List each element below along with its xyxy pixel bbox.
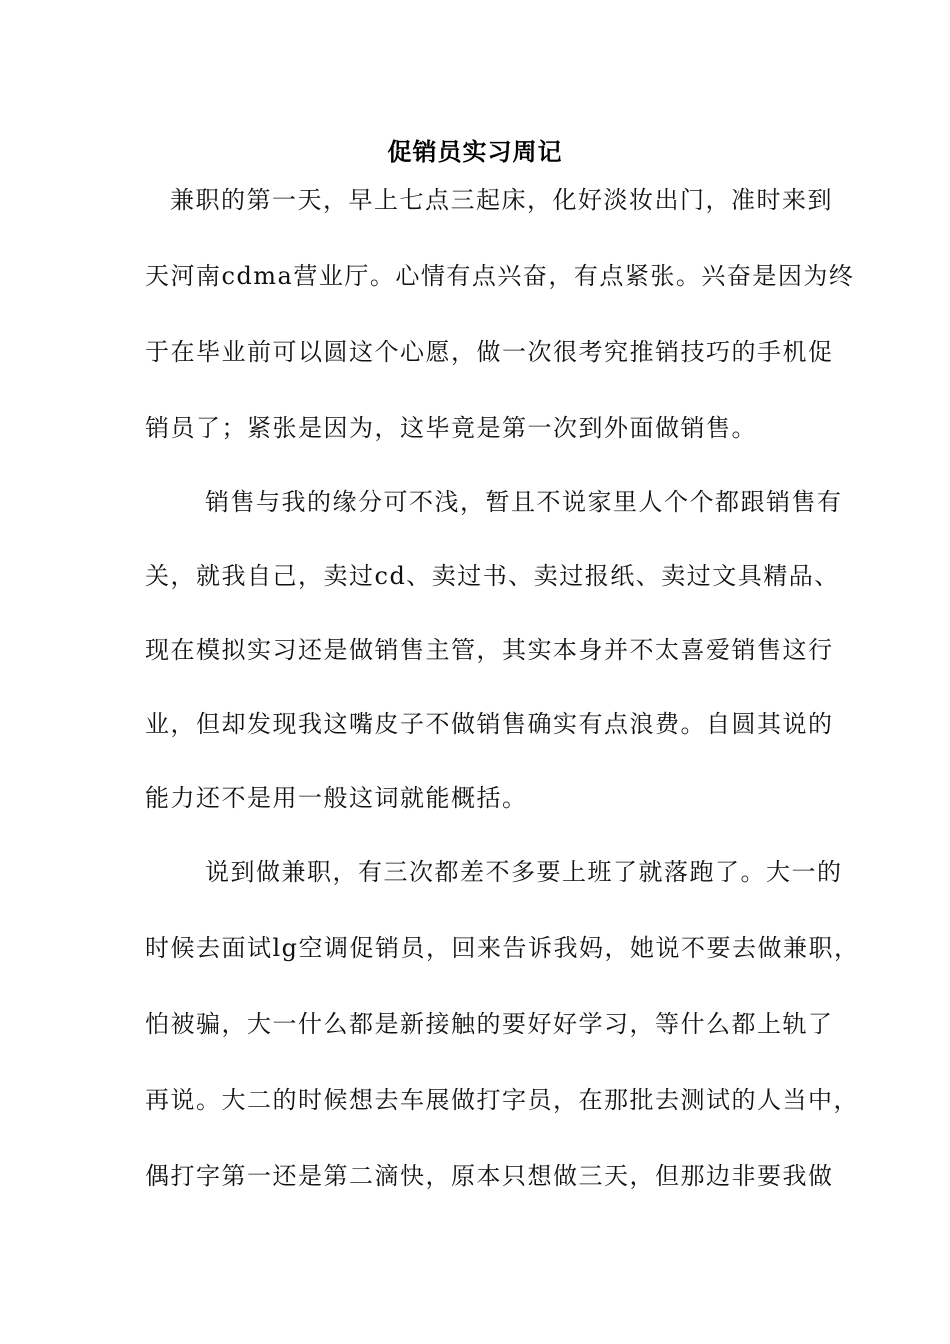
paragraph-line: 销员了；紧张是因为，这毕竟是第一次到外面做销售。 xyxy=(145,414,757,442)
paragraph-line: 业，但却发现我这嘴皮子不做销售确实有点浪费。自圆其说的 xyxy=(145,710,834,738)
paragraph-line: 现在模拟实习还是做销售主管，其实本身并不太喜爱销售这行 xyxy=(145,636,834,664)
paragraph-line: 关，就我自己，卖过cd、卖过书、卖过报纸、卖过文具精品、 xyxy=(145,562,840,590)
paragraph-line: 说到做兼职，有三次都差不多要上班了就落跑了。大一的 xyxy=(205,858,843,886)
paragraph-line: 天河南cdma营业厅。心情有点兴奋，有点紧张。兴奋是因为终 xyxy=(145,262,855,290)
paragraph-line: 时候去面试lg空调促销员，回来告诉我妈，她说不要去做兼职， xyxy=(145,934,860,962)
paragraph-line: 销售与我的缘分可不浅，暂且不说家里人个个都跟销售有 xyxy=(205,488,843,516)
paragraph-line: 怕被骗，大一什么都是新接触的要好好学习，等什么都上轨了 xyxy=(145,1010,834,1038)
paragraph-line: 兼职的第一天，早上七点三起床，化好淡妆出门，准时来到 xyxy=(170,186,833,214)
document-title: 促销员实习周记 xyxy=(387,137,563,166)
paragraph-line: 于在毕业前可以圆这个心愿，做一次很考究推销技巧的手机促 xyxy=(145,338,834,366)
paragraph-line: 再说。大二的时候想去车展做打字员，在那批去测试的人当中， xyxy=(145,1086,859,1114)
paragraph-line: 偶打字第一还是第二滴快，原本只想做三天，但那边非要我做 xyxy=(145,1162,834,1190)
paragraph-line: 能力还不是用一般这词就能概括。 xyxy=(145,784,528,812)
